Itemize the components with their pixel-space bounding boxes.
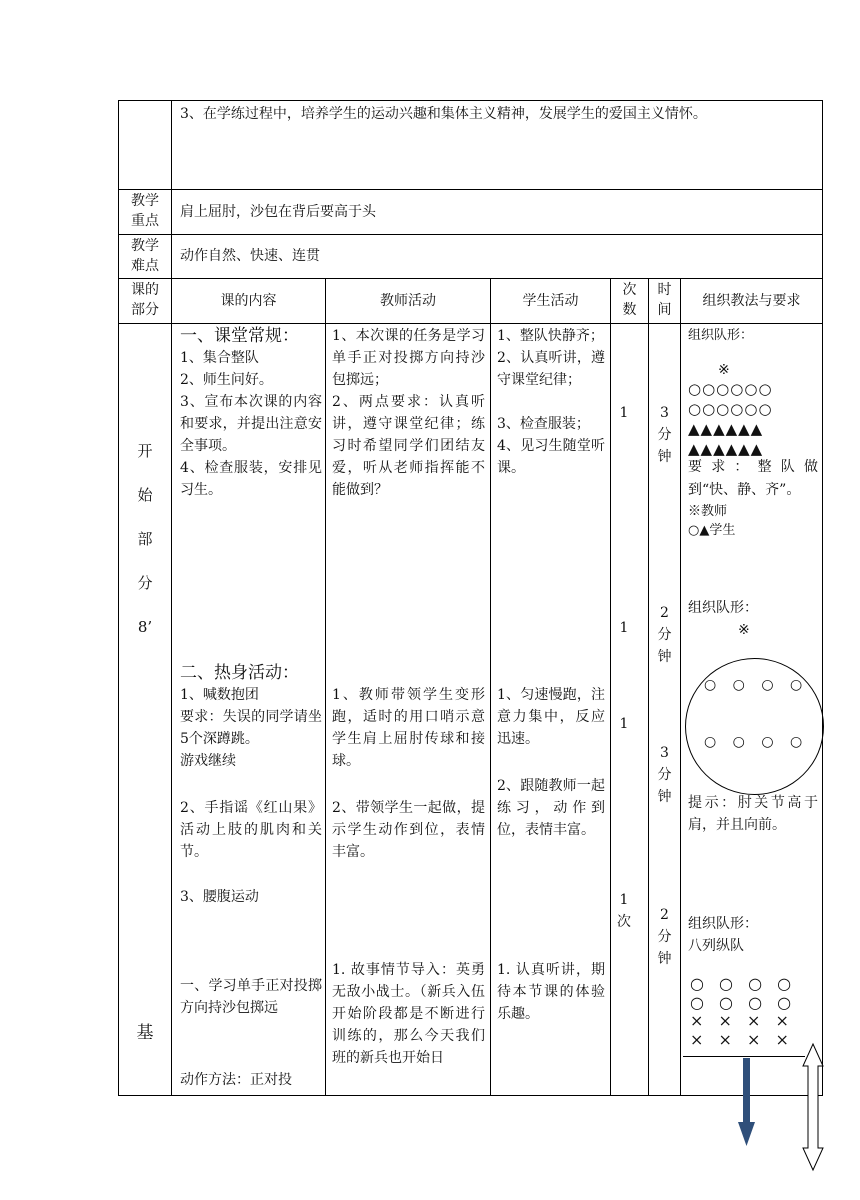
org-2-title: 组织队形： (688, 600, 758, 616)
teacher-activity-2: 1、教师带领学生变形跑，适时的用口哨示意学生肩上屈肘传球和接球。 (332, 687, 485, 769)
part-basic-label: 基 (136, 1023, 154, 1043)
circle-students-row: ○ ○ ○ ○ (704, 677, 809, 693)
time-3: 3 分 钟 (657, 745, 672, 805)
header-content: 课的内容 (220, 293, 277, 309)
part-start-label: 开 始 部 分 8’ (137, 442, 153, 636)
warmup-title: 二、热身活动： (180, 663, 299, 683)
teacher-activity-3: 2、带领学生一起做，提示学生动作到位，表情丰富。 (332, 800, 485, 860)
org-1-requirement: 要求：整队做到“快、静、齐”。 (688, 459, 818, 498)
count-4: 1 次 (617, 892, 631, 930)
time-1: 3 分 钟 (657, 405, 672, 465)
student-activity-1: 1、整队快静齐； 2、认真听讲，遵守课堂纪律； 3、检查服装； 4、见习生随堂听课。 (497, 328, 605, 476)
warmup-item-2: 2、手指谣《红山果》活动上肢的肌肉和关节。 (180, 800, 322, 860)
student-activity-3: 2、跟随教师一起练习，动作到位，表情丰富。 (497, 778, 605, 838)
time-4: 2 分 钟 (657, 907, 672, 967)
difficulty-text: 动作自然、快速、连贯 (180, 248, 320, 264)
down-arrow-icon (738, 1058, 755, 1146)
column-formation-row: × × × × (690, 1011, 794, 1030)
learn-title: 一、学习单手正对投掷方向持沙包掷远 (180, 978, 322, 1016)
teacher-activity-1: 1、本次课的任务是学习单手正对投掷方向持沙包掷远； 2、两点要求：认真听讲，遵守课堂纪律；练习时希望同学们团结友爱，听从老师指挥能不能做到？ (332, 328, 485, 498)
org-1-title: 组织队形： (688, 328, 754, 343)
routine-title: 一、课堂常规： (180, 326, 299, 346)
legend-teacher: ※教师 (688, 504, 728, 519)
circle-students-row: ○ ○ ○ ○ (704, 734, 809, 750)
method-text: 动作方法：正对投 (180, 1072, 292, 1088)
warmup-item-3: 3、腰腹运动 (180, 889, 259, 905)
teacher-activity-4: 1. 故事情节导入：英勇无敌小战士。（新兵入伍开始阶段都是不断进行训练的，那么今天我们班的新兵也开始日 (332, 962, 485, 1066)
header-org: 组织教法与要求 (702, 293, 801, 309)
student-activity-4: 1. 认真听讲，期待本节课的体验乐趣。 (497, 962, 605, 1022)
formation-row-circles: ○○○○○○ (688, 400, 773, 418)
objective-3: 3、在学练过程中，培养学生的运动兴趣和集体主义精神，发展学生的爱国主义情怀。 (180, 106, 707, 122)
time-2: 2 分 钟 (657, 605, 672, 665)
header-part: 课的 部分 (131, 282, 159, 318)
teacher-marker: ※ (738, 622, 750, 638)
count-3: 1 (619, 716, 629, 732)
difficulty-label: 教学 难点 (131, 238, 159, 274)
key-point-text: 肩上屈肘，沙包在背后要高于头 (180, 204, 376, 220)
header-student: 学生活动 (522, 293, 579, 309)
column-formation-row: ○ ○ ○ ○ (690, 993, 797, 1012)
column-formation-row: ○ ○ ○ ○ (690, 974, 797, 993)
header-teacher: 教师活动 (380, 293, 436, 309)
double-arrow-icon (803, 1044, 823, 1170)
formation-row-triangles: ▲▲▲▲▲▲ (688, 420, 764, 438)
routine-body: 1、集合整队 2、师生问好。 3、宣布本次课的内容和要求，并提出注意安全事项。 4、检查服装，安排见习生。 (180, 350, 322, 498)
count-2: 1 (619, 620, 629, 636)
key-point-label: 教学 重点 (131, 193, 159, 229)
student-activity-2: 1、匀速慢跑，注意力集中，反应迅速。 (497, 687, 605, 747)
warmup-item-1: 1、喊数抱团 要求：失误的同学请坐5个深蹲跳。 游戏继续 (180, 687, 322, 769)
org-3-title: 组织队形： 八列纵队 (688, 916, 758, 954)
header-count: 次 数 (622, 282, 637, 318)
header-time: 时 间 (657, 282, 672, 318)
formation-row-circles: ○○○○○○ (688, 380, 773, 398)
formation-row-triangles: ▲▲▲▲▲▲ (688, 440, 764, 458)
column-formation-row: × × × × (690, 1030, 794, 1049)
teacher-marker: ※ (718, 362, 730, 378)
org-2-tip: 提示：肘关节高于肩，并且向前。 (688, 795, 818, 833)
legend-student: ○▲学生 (688, 523, 736, 538)
count-1: 1 (619, 405, 629, 421)
